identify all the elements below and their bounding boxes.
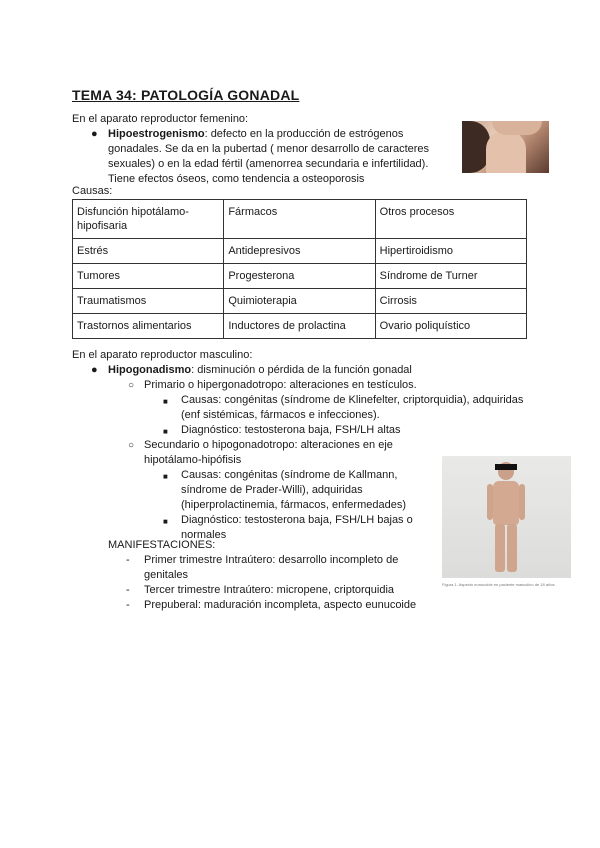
table-cell: Estrés — [73, 239, 224, 264]
table-cell: Inductores de prolactina — [224, 314, 375, 339]
table-cell: Fármacos — [224, 200, 375, 239]
bullet-dot-icon: ● — [91, 128, 98, 140]
page-title: TEMA 34: PATOLOGÍA GONADAL — [72, 87, 300, 103]
primary-heading: Primario o hipergonadotropo: alteraciones en testículos. — [144, 379, 417, 391]
circle-bullet-icon: ○ — [128, 440, 135, 451]
table-cell: Otros procesos — [375, 200, 526, 239]
table-cell: Síndrome de Turner — [375, 264, 526, 289]
figure-caption: Figura 1. Aspecto eunucoide en paciente masculino de 18 años. — [442, 582, 556, 587]
table-row — [73, 239, 527, 264]
table-cell: Tumores — [73, 264, 224, 289]
table-cell: Antidepresivos — [224, 239, 375, 264]
hipoestrogenismo-text: Hipoestrogenismo: defecto en la producción de estrógenos gonadales. Se da en la pubertad ( menor desarrollo de caracteres sexuales) o en la edad fértil (amenorrea secundaria e infertilidad). Tiene efectos óseos, como tendencia a osteoporosis — [108, 128, 430, 185]
table-row — [73, 200, 527, 239]
table-cell: Progesterona — [224, 264, 375, 289]
hipoestrogenismo-photo — [462, 121, 549, 173]
manifestation-item: Tercer trimestre Intraútero: micropene, criptorquidia — [144, 584, 395, 596]
table-cell: Hipertiroidismo — [375, 239, 526, 264]
causes-table — [72, 199, 527, 339]
secondary-causes: Causas: congénitas (síndrome de Kallmann, síndrome de Prader-Willi), adquiridas (hiperprolactinemia, fármacos, enfermedades) — [181, 469, 406, 511]
square-bullet-icon: ■ — [163, 517, 168, 526]
manifestation-item: Primer trimestre Intraútero: desarrollo incompleto de genitales — [144, 554, 399, 581]
square-bullet-icon: ■ — [163, 472, 168, 481]
table-cell: Traumatismos — [73, 289, 224, 314]
table-cell: Quimioterapia — [224, 289, 375, 314]
table-cell: Disfunción hipotálamo-hipofisaria — [73, 200, 224, 239]
eunucoid-patient-photo — [442, 456, 571, 578]
table-row — [73, 314, 527, 339]
primary-diagnosis: Diagnóstico: testosterona baja, FSH/LH altas — [181, 424, 401, 436]
table-cell: Cirrosis — [375, 289, 526, 314]
manifestation-item: Prepuberal: maduración incompleta, aspecto eunucoide — [144, 599, 417, 611]
hipogonadismo-term: Hipogonadismo — [108, 364, 192, 376]
circle-bullet-icon: ○ — [128, 380, 135, 391]
table-row — [73, 289, 527, 314]
square-bullet-icon: ■ — [163, 427, 168, 436]
female-intro: En el aparato reproductor femenino: — [72, 113, 249, 125]
table-cell: Trastornos alimentarios — [73, 314, 224, 339]
primary-causes: Causas: congénitas (síndrome de Klinefelter, criptorquidia), adquiridas (enf sistémicas, fármacos e infecciones). — [181, 394, 524, 421]
hipoestrogenismo-term: Hipoestrogenismo — [108, 128, 205, 140]
dash-bullet: - — [126, 584, 130, 596]
table-cell: Ovario poliquístico — [375, 314, 526, 339]
table-row — [73, 264, 527, 289]
dash-bullet: - — [126, 599, 130, 611]
square-bullet-icon: ■ — [163, 397, 168, 406]
dash-bullet: - — [126, 554, 130, 566]
secondary-diagnosis: Diagnóstico: testosterona baja, FSH/LH bajas o normales — [181, 514, 413, 541]
male-intro: En el aparato reproductor masculino: — [72, 349, 253, 361]
secondary-heading: Secundario o hipogonadotropo: alteraciones en eje hipotálamo-hipófisis — [144, 439, 393, 466]
manifestations-label: MANIFESTACIONES: — [108, 539, 216, 551]
hipogonadismo-text: Hipogonadismo: disminución o pérdida de la función gonadal — [108, 364, 412, 376]
causes-label: Causas: — [72, 185, 113, 197]
bullet-dot-icon: ● — [91, 364, 98, 376]
